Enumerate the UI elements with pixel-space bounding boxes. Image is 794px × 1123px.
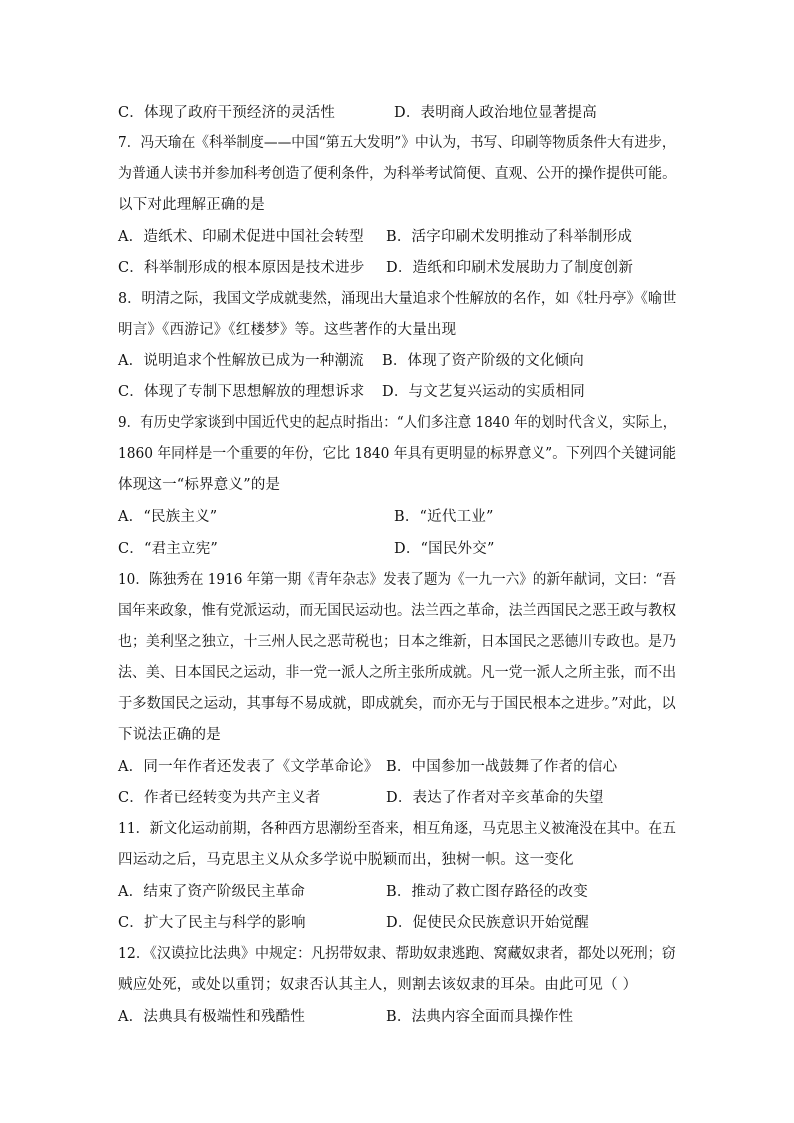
q6-option-d: D．表明商人政治地位显著提高 <box>394 105 597 121</box>
q8-option-c: C．体现了专制下思想解放的理想诉求 <box>118 384 365 400</box>
q12-option-b: B．法典内容全面而具操作性 <box>386 1009 574 1025</box>
q7-option-b: B．活字印刷术发明推动了科举制形成 <box>386 229 633 245</box>
q7-option-c: C．科举制形成的根本原因是技术进步 <box>118 260 365 276</box>
q7-option-a: A．造纸术、印刷术促进中国社会转型 <box>118 229 364 245</box>
q9-option-c: C．“君主立宪” <box>118 541 219 557</box>
q6-option-c: C．体现了政府干预经济的灵活性 <box>118 105 336 121</box>
q12-stem-line-2: 贼应处死，或处以重罚；奴隶否认其主人，则割去该奴隶的耳朵。由此可见（ ） <box>118 977 638 993</box>
q10-option-b: B．中国参加一战鼓舞了作者的信心 <box>386 759 618 775</box>
q11-option-c: C．扩大了民主与科学的影响 <box>118 915 306 931</box>
q9-option-d: D．“国民外交” <box>394 541 495 557</box>
q8-stem-line-2: 明言》《西游记》《红楼梦》等。这些著作的大量出现 <box>118 322 457 338</box>
q10-stem-line-2: 国年来政象，惟有党派运动，而无国民运动也。法兰西之革命，法兰西国民之恶王政与教权 <box>118 603 677 619</box>
q11-option-a: A．结束了资产阶级民主革命 <box>118 884 306 900</box>
q10-option-d: D．表达了作者对辛亥革命的失望 <box>386 790 604 806</box>
q7-stem-line-3: 以下对此理解正确的是 <box>118 197 265 213</box>
q11-option-d: D．促使民众民族意识开始觉醒 <box>386 915 589 931</box>
q8-option-b: B．体现了资产阶级的文化倾向 <box>382 353 584 369</box>
q11-stem-line-1: 11．新文化运动前期，各种西方思潮纷至沓来，相互角逐，马克思主义被淹没在其中。在五 <box>118 821 676 837</box>
q8-option-d: D．与文艺复兴运动的实质相同 <box>382 384 585 400</box>
q9-option-b: B．“近代工业” <box>394 509 494 525</box>
q7-option-d: D．造纸和印刷术发展助力了制度创新 <box>386 260 634 276</box>
q9-stem-line-2: 1860 年同样是一个重要的年份，它比 1840 年具有更明显的标界意义”。下列四个关键词能 <box>118 446 677 462</box>
q11-stem-line-2: 四运动之后，马克思主义从众多学说中脱颖而出，独树一帜。这一变化 <box>118 852 574 868</box>
q10-stem-line-4: 法、美、日本国民之运动，非一党一派人之所主张所成就。凡一党一派人之所主张，而不出 <box>118 665 677 681</box>
q9-stem-line-3: 体现这一“标界意义”的是 <box>118 477 281 493</box>
q7-stem-line-1: 7．冯天瑜在《科举制度——中国“第五大发明”》中认为，书写、印刷等物质条件大有进步， <box>118 135 676 151</box>
q11-option-b: B．推动了救亡图存路径的改变 <box>386 884 588 900</box>
q12-option-a: A．法典具有极端性和残酷性 <box>118 1009 306 1025</box>
q10-option-c: C．作者已经转变为共产主义者 <box>118 790 321 806</box>
q10-stem-line-5: 于多数国民之运动，其事每不易成就，即成就矣，而亦无与于国民根本之进步。”对此，以 <box>118 696 676 712</box>
q9-stem-line-1: 9．有历史学家谈到中国近代史的起点时指出：“人们多注意 1840 年的划时代含义，实际上， <box>118 415 677 431</box>
q7-stem-line-2: 为普通人读书并参加科考创造了便利条件，为科举考试简便、直观、公开的操作提供可能。 <box>118 166 677 182</box>
q9-option-a: A．“民族主义” <box>118 509 218 525</box>
q10-option-a: A．同一年作者还发表了《文学革命论》 <box>118 759 379 775</box>
q10-stem-line-6: 下说法正确的是 <box>118 727 221 743</box>
q10-stem-line-1: 10．陈独秀在 1916 年第一期《青年杂志》发表了题为《一九一六》的新年献词，文曰：“吾 <box>118 572 676 588</box>
q8-stem-line-1: 8．明清之际，我国文学成就斐然，涌现出大量追求个性解放的名作，如《牡丹亭》《喻世 <box>118 291 677 307</box>
q10-stem-line-3: 也；美利坚之独立，十三州人民之恶苛税也；日本之维新，日本国民之恶德川专政也。是乃 <box>118 634 677 650</box>
q8-option-a: A．说明追求个性解放已成为一种潮流 <box>118 353 364 369</box>
q12-stem-line-1: 12．《汉谟拉比法典》中规定：凡拐带奴隶、帮助奴隶逃跑、窝藏奴隶者，都处以死刑；窃 <box>118 946 676 962</box>
